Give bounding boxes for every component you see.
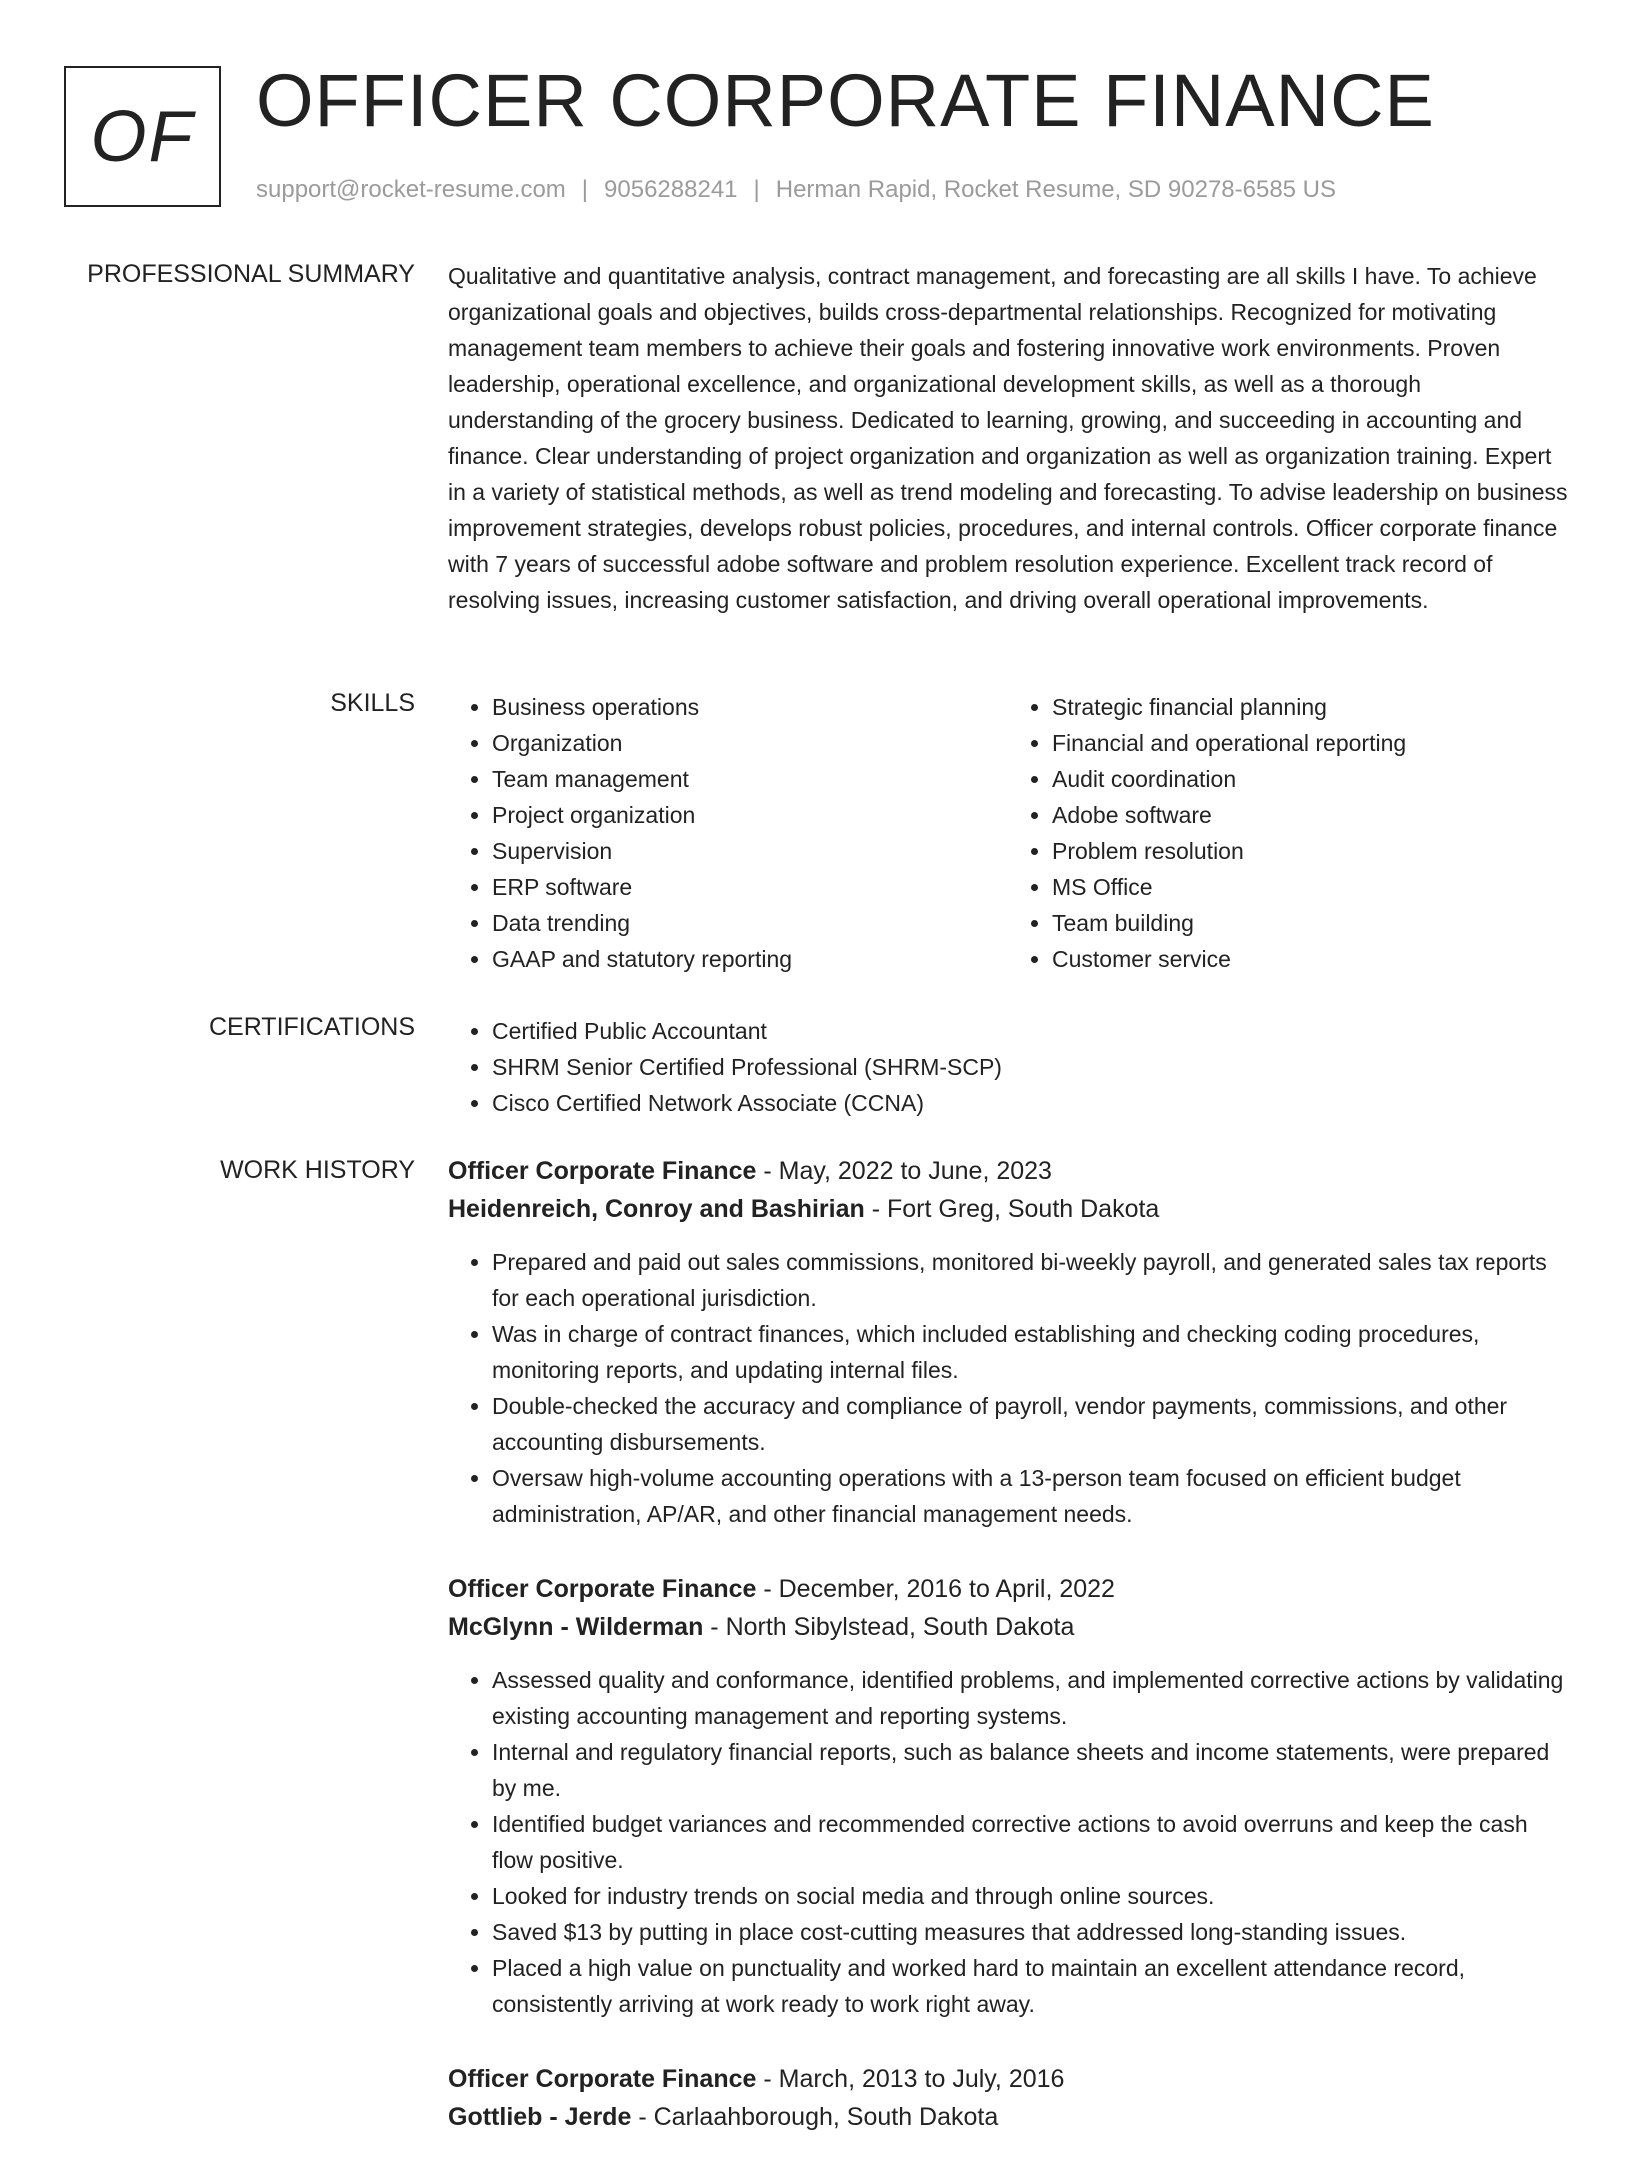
work-history-heading: WORK HISTORY <box>220 1156 415 1184</box>
skills-list-right <box>1008 689 1568 977</box>
skill-item: • Strategic financial planning <box>1052 689 1568 725</box>
contact-separator: | <box>581 176 589 203</box>
job-bullets <box>448 1244 1568 1532</box>
contact-email[interactable]: support@rocket-resume.com <box>256 176 566 203</box>
skill-item: • Audit coordination <box>1052 761 1568 797</box>
job-location: - Fort Greg, South Dakota <box>864 1195 1160 1223</box>
skill-item: • Organization <box>492 725 1008 761</box>
skill-item: • Team management <box>492 761 1008 797</box>
job-company: McGlynn - Wilderman <box>448 1613 704 1641</box>
job-entry <box>448 1152 1568 1532</box>
job-title-line <box>448 1152 1568 1190</box>
job-location: - Carlaahborough, South Dakota <box>631 2103 999 2131</box>
job-location: - North Sibylstead, South Dakota <box>703 1613 1075 1641</box>
job-bullet: • Double-checked the accuracy and compliance of payroll, vendor payments, commissions, and other accounting disbursements. <box>492 1388 1568 1460</box>
job-title-line <box>448 1570 1568 1608</box>
job-entry <box>448 2060 1568 2136</box>
job-company: Heidenreich, Conroy and Bashirian <box>448 1195 865 1223</box>
skill-item: • Data trending <box>492 905 1008 941</box>
job-title: Officer Corporate Finance <box>448 2065 757 2093</box>
job-title-line <box>448 2060 1568 2098</box>
skill-item: • ERP software <box>492 869 1008 905</box>
contact-phone[interactable]: 9056288241 <box>604 176 738 203</box>
skill-item: • GAAP and statutory reporting <box>492 941 1008 977</box>
skill-item: • Team building <box>1052 905 1568 941</box>
monogram-box <box>64 66 221 207</box>
contact-separator: | <box>753 176 760 203</box>
job-title: Officer Corporate Finance <box>448 1157 757 1185</box>
monogram-initials: OF <box>90 96 195 177</box>
skill-item: • Problem resolution <box>1052 833 1568 869</box>
summary-heading: PROFESSIONAL SUMMARY <box>87 260 415 288</box>
job-company-line <box>448 2098 1568 2136</box>
job-bullet: • Oversaw high-volume accounting operations with a 13-person team focused on efficient budget administration, AP/AR, and other financial management needs. <box>492 1460 1568 1532</box>
certification-item: • Cisco Certified Network Associate (CCNA) <box>492 1085 1568 1121</box>
skills-columns <box>448 689 1568 977</box>
job-bullet: • Was in charge of contract finances, which included establishing and checking coding procedures, monitoring reports, and updating internal files. <box>492 1316 1568 1388</box>
job-dates: - May, 2022 to June, 2023 <box>756 1157 1052 1185</box>
job-bullets <box>448 1662 1568 2022</box>
candidate-name: OFFICER CORPORATE FINANCE <box>256 59 1435 142</box>
skill-item: • Project organization <box>492 797 1008 833</box>
job-bullet: • Internal and regulatory financial reports, such as balance sheets and income statements, were prepared by me. <box>492 1734 1568 1806</box>
skill-item: • Financial and operational reporting <box>1052 725 1568 761</box>
job-dates: - December, 2016 to April, 2022 <box>756 1575 1115 1603</box>
certifications-list <box>448 1013 1568 1121</box>
skills-heading: SKILLS <box>330 689 415 717</box>
job-company-line <box>448 1190 1568 1228</box>
job-bullet: • Saved $13 by putting in place cost-cutting measures that addressed long-standing issues. <box>492 1914 1568 1950</box>
job-bullet: • Looked for industry trends on social media and through online sources. <box>492 1878 1568 1914</box>
skill-item: • Customer service <box>1052 941 1568 977</box>
job-dates: - March, 2013 to July, 2016 <box>756 2065 1065 2093</box>
certification-item: • Certified Public Accountant <box>492 1013 1568 1049</box>
skill-item: • Business operations <box>492 689 1008 725</box>
job-bullet: • Prepared and paid out sales commissions, monitored bi-weekly payroll, and generated sales tax reports for each operational jurisdiction. <box>492 1244 1568 1316</box>
contact-line <box>256 176 1336 204</box>
skill-item: • Supervision <box>492 833 1008 869</box>
job-company: Gottlieb - Jerde <box>448 2103 632 2131</box>
certifications-content <box>448 1013 1568 1121</box>
job-bullet: • Placed a high value on punctuality and worked hard to maintain an excellent attendance record, consistently arriving at work ready to work right away. <box>492 1950 1568 2022</box>
job-bullet: • Identified budget variances and recommended corrective actions to avoid overruns and keep the cash flow positive. <box>492 1806 1568 1878</box>
skill-item: • Adobe software <box>1052 797 1568 833</box>
job-entry <box>448 1570 1568 2022</box>
certifications-heading: CERTIFICATIONS <box>208 1013 415 1041</box>
job-title: Officer Corporate Finance <box>448 1575 757 1603</box>
job-bullet: • Assessed quality and conformance, identified problems, and implemented corrective actions by validating existing accounting management and reporting systems. <box>492 1662 1568 1734</box>
summary-text: Qualitative and quantitative analysis, contract management, and forecasting are all skills I have. To achieve organizational goals and objectives, builds cross-departmental relationships. Recognized for motivating management team members to achieve their goals and fostering innovative work environments. Proven leadership, operational excellence, and organizational development skills, as well as a thorough understanding of the grocery business. Dedicated to learning, growing, and succeeding in accounting and finance. Clear understanding of project organization and organization as well as organization training. Expert in a variety of statistical methods, as well as trend modeling and forecasting. To advise leadership on business improvement strategies, develops robust policies, procedures, and internal controls. Officer corporate finance with 7 years of successful adobe software and problem resolution experience. Excellent track record of resolving issues, increasing customer satisfaction, and driving overall operational improvements. <box>448 263 1568 613</box>
contact-address: Herman Rapid, Rocket Resume, SD 90278-6585 US <box>775 176 1337 203</box>
work-history-content <box>448 1152 1568 2174</box>
skills-list-left <box>448 689 1008 977</box>
skill-item: • MS Office <box>1052 869 1568 905</box>
job-company-line <box>448 1608 1568 1646</box>
certification-item: • SHRM Senior Certified Professional (SHRM-SCP) <box>492 1049 1568 1085</box>
